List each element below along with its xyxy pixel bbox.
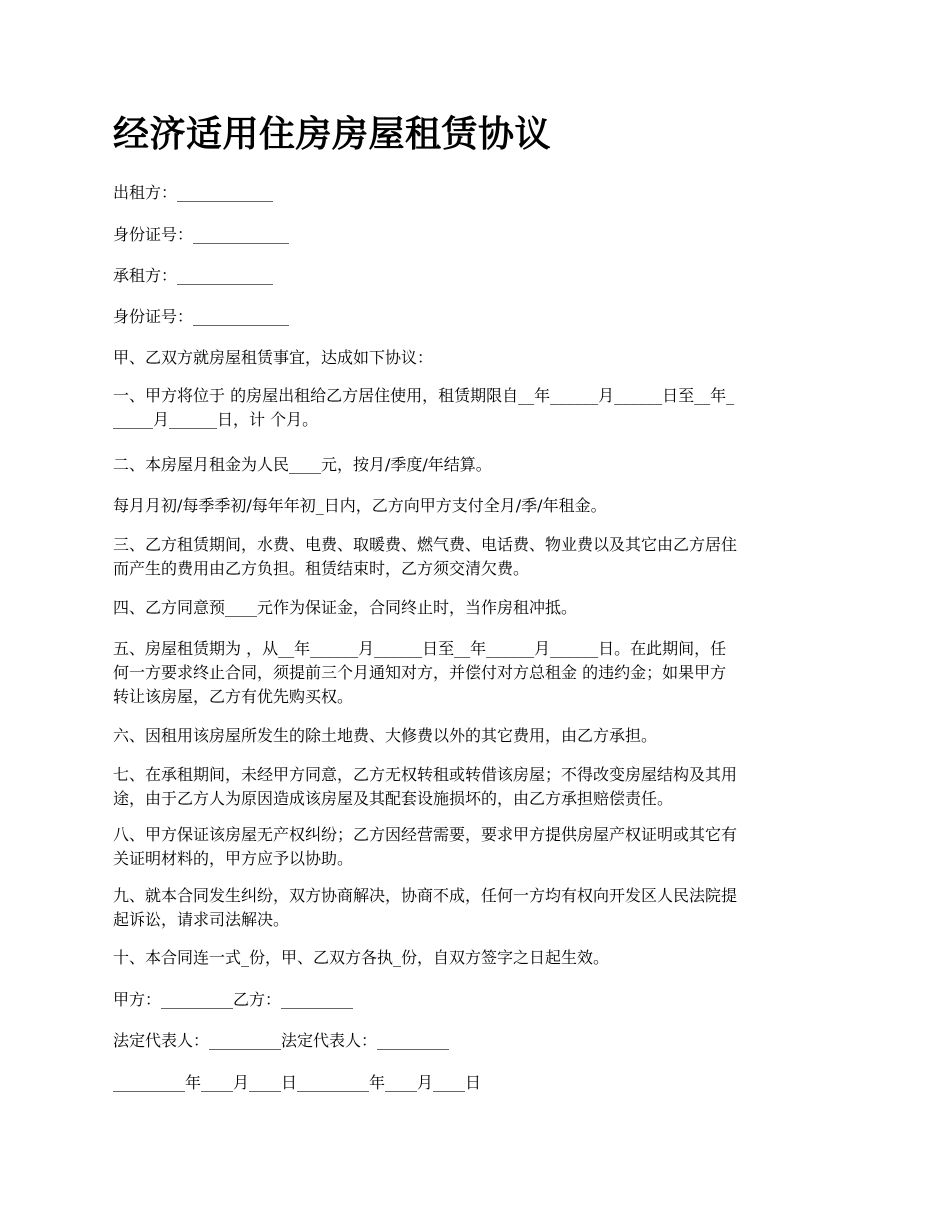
text-line: 甲、乙双方就房屋租赁事宜，达成如下协议： [113, 348, 434, 367]
text-line: 九、就本合同发生纠纷，双方协商解决，协商不成，任何一方均有权向开发区人民法院提 [113, 886, 738, 905]
clause-6 [113, 724, 839, 748]
lessor-id-field [113, 223, 839, 247]
text-line: 关证明材料的，甲方应予以协助。 [113, 849, 354, 868]
text-line: 六、因租用该房屋所发生的除土地费、大修费以外的其它费用，由乙方承担。 [113, 726, 658, 745]
clause-5 [113, 637, 839, 709]
document-title: 经济适用住房房屋租赁协议 [113, 114, 552, 155]
text-line: 八、甲方保证该房屋无产权纠纷；乙方因经营需要，要求甲方提供房屋产权证明或其它有 [113, 825, 738, 844]
text-line: 三、乙方租赁期间，水费、电费、取暖费、燃气费、电话费、物业费以及其它由乙方居住 [113, 535, 738, 554]
clause-7 [113, 763, 839, 811]
text-line: 承租方：____________ [113, 266, 274, 285]
text-line: 甲方：_________乙方：_________ [113, 990, 354, 1009]
text-line: 一、甲方将位于 的房屋出租给乙方居住使用，租赁期限自__年______月______日至__年_ [113, 386, 735, 405]
text-line: 五、房屋租赁期为 ，从__年______月______日至__年______月______日。在此期间，任 [113, 639, 727, 658]
text-line: 起诉讼，请求司法解决。 [113, 910, 290, 929]
legal-representative-line [113, 1029, 839, 1053]
lessee-id-field [113, 305, 839, 329]
clause-9 [113, 884, 839, 932]
text-line: 身份证号：____________ [113, 225, 290, 244]
text-line: 法定代表人：_________法定代表人：_________ [113, 1031, 450, 1050]
clause-4 [113, 596, 839, 620]
text-line: 二、本房屋月租金为人民____元，按月/季度/年结算。 [113, 455, 492, 474]
lessor-field [113, 181, 839, 205]
text-line: 出租方：____________ [113, 183, 274, 202]
text-line: 十、本合同连一式_份，甲、乙双方各执_份，自双方签字之日起生效。 [113, 948, 610, 967]
text-line: 四、乙方同意预____元作为保证金，合同终止时，当作房租冲抵。 [113, 598, 578, 617]
clause-8 [113, 823, 839, 871]
lessee-field [113, 264, 839, 288]
clause-10 [113, 946, 839, 970]
party-signature-line [113, 988, 839, 1012]
text-line: 每月月初/每季季初/每年年初_日内，乙方向甲方支付全月/季/年租金。 [113, 496, 607, 515]
agreement-intro [113, 346, 839, 370]
text-line: 转让该房屋，乙方有优先购买权。 [113, 687, 354, 706]
clause-2 [113, 453, 839, 477]
clause-2-payment [113, 494, 839, 518]
clause-1 [113, 384, 839, 432]
text-line: 而产生的费用由乙方负担。租赁结束时，乙方须交清欠费。 [113, 559, 530, 578]
text-line: _____月______日，计 个月。 [113, 410, 319, 429]
text-line: 七、在承租期间，未经甲方同意，乙方无权转租或转借该房屋；不得改变房屋结构及其用 [113, 765, 738, 784]
text-line: 何一方要求终止合同，须提前三个月通知对方，并偿付对方总租金 的违约金；如果甲方 [113, 663, 727, 682]
text-line: 途，由于乙方人为原因造成该房屋及其配套设施损坏的，由乙方承担赔偿责任。 [113, 789, 674, 808]
text-line: 身份证号：____________ [113, 307, 290, 326]
text-line: _________年____月____日_________年____月____日 [113, 1073, 482, 1092]
clause-3 [113, 533, 839, 581]
signature-date-line [113, 1071, 839, 1095]
